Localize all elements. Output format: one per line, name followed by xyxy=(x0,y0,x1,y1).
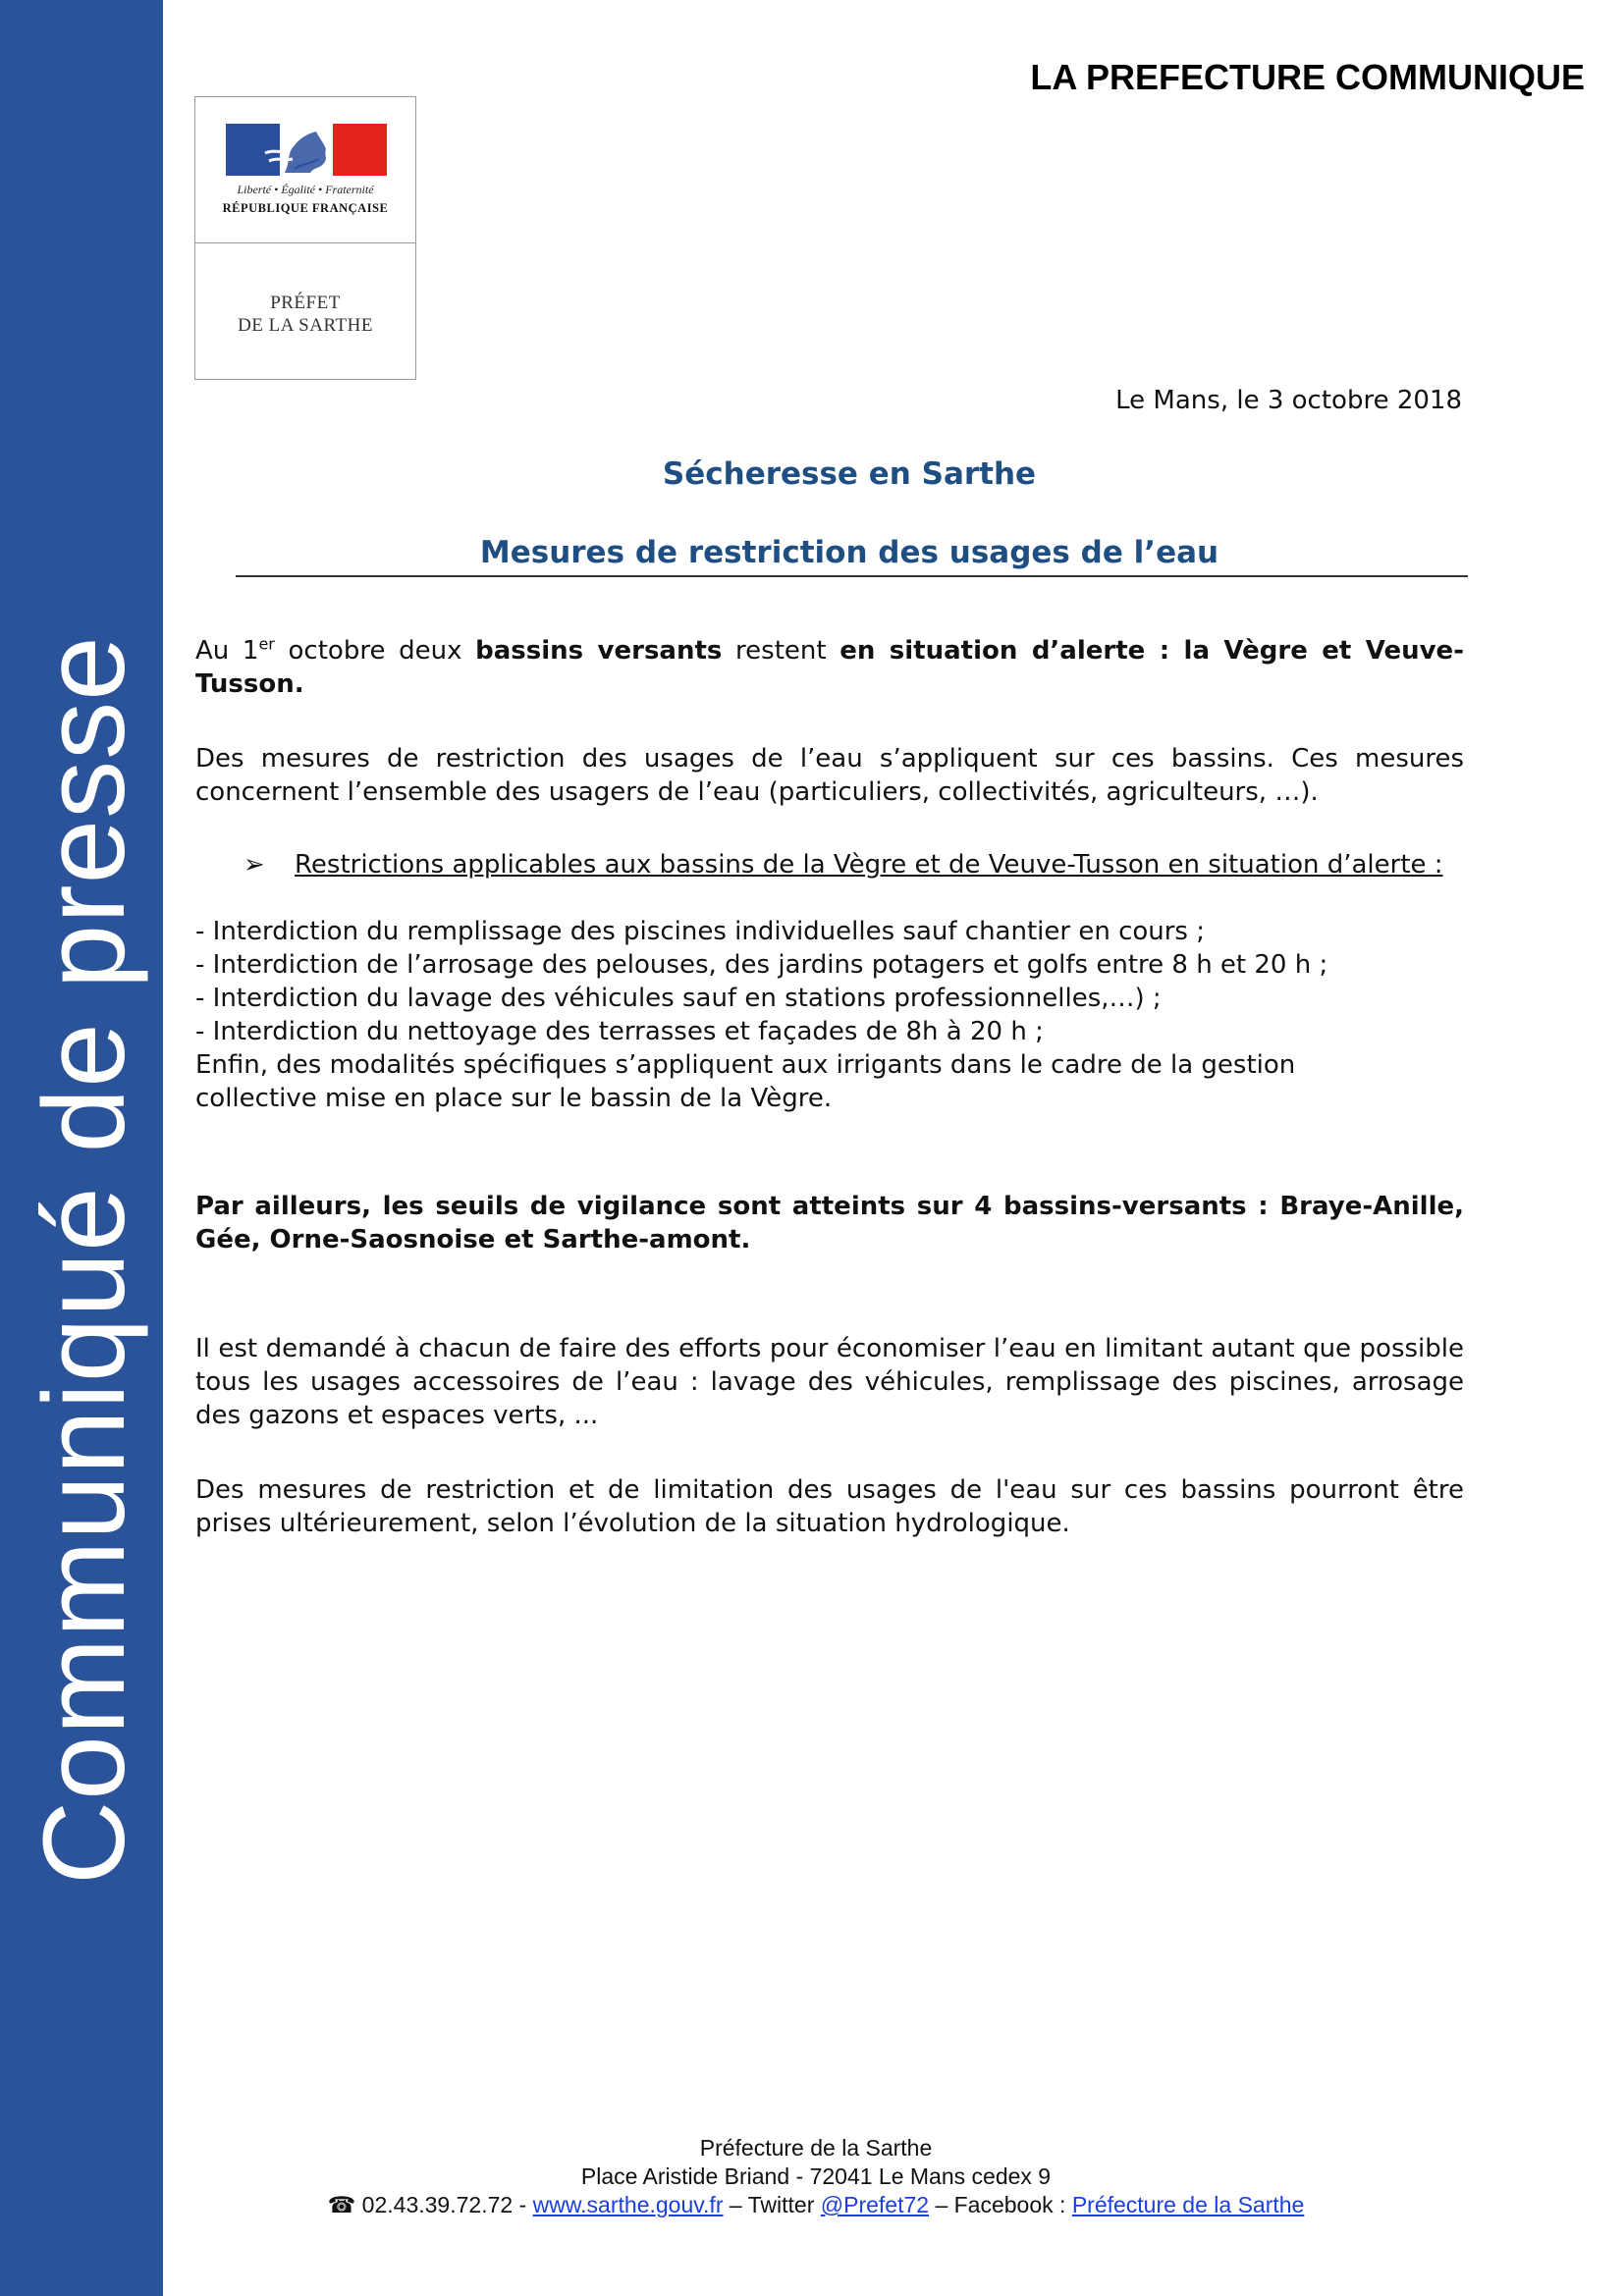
list-item: - Interdiction du nettoyage des terrasses et façades de 8h à 20 h ; xyxy=(195,1017,1044,1046)
para1-bold-1: bassins versants xyxy=(475,636,723,666)
footer-line-1: Préfecture de la Sarthe xyxy=(699,2135,933,2161)
logo-divider xyxy=(195,242,415,243)
paragraph-alert xyxy=(195,634,1464,701)
title-rule xyxy=(236,575,1468,577)
para1-text: Au 1 xyxy=(195,636,259,666)
arrow-bullet-icon: ➢ xyxy=(244,850,265,880)
marianne-logo xyxy=(195,97,415,242)
prefet-line-1: PRÉFET xyxy=(270,293,341,313)
para1-bold-2: en situation d’alerte : la Vègre et Veuve-Tusson. xyxy=(195,636,1464,699)
para1-text-3: restent xyxy=(722,636,840,666)
prefecture-logo xyxy=(194,96,416,380)
document-subtitle: Mesures de restriction des usages de l’eau xyxy=(479,535,1219,570)
footer xyxy=(163,2134,1469,2219)
para1-sup: er xyxy=(258,634,275,654)
footer-sep-2: – Facebook : xyxy=(929,2192,1072,2217)
website-link[interactable]: www.sarthe.gouv.fr xyxy=(532,2192,724,2217)
restrictions-list xyxy=(195,915,1464,1115)
restrictions-title: Restrictions applicables aux bassins de la Vègre et de Veuve-Tusson en situation d’alerte : xyxy=(295,850,1443,880)
footer-sep-1: – Twitter xyxy=(723,2192,821,2217)
paragraph-efforts: Il est demandé à chacun de faire des efforts pour économiser l’eau en limitant autant que possible tous les usages accessoires de l’eau : lavage des véhicules, remplissage des piscines, arrosage des gazons et espaces verts, ... xyxy=(195,1334,1464,1430)
footer-line-2: Place Aristide Briand - 72041 Le Mans cedex 9 xyxy=(580,2163,1052,2189)
list-item: - Interdiction du remplissage des piscines individuelles sauf chantier en cours ; xyxy=(195,917,1206,946)
prefet-line-2: DE LA SARTHE xyxy=(238,315,373,336)
restrictions-closing: Enfin, des modalités spécifiques s’appliquent aux irrigants dans le cadre de la gestion collective mise en place sur le bassin de la Vègre. xyxy=(195,1050,1296,1113)
list-item: - Interdiction de l’arrosage des pelouses, des jardins potagers et golfs entre 8 h et 20 h ; xyxy=(195,950,1328,980)
facebook-link[interactable]: Préfecture de la Sarthe xyxy=(1071,2192,1305,2217)
footer-line-3 xyxy=(163,2191,1469,2219)
para1-text-2: octobre deux xyxy=(274,636,476,666)
list-item: - Interdiction du lavage des véhicules sauf en stations professionnelles,…) ; xyxy=(195,984,1162,1013)
paragraph-vigilance: Par ailleurs, les seuils de vigilance sont atteints sur 4 bassins-versants : Braye-Anille, Gée, Orne-Saosnoise et Sarthe-amont. xyxy=(195,1192,1464,1255)
motto: Liberté • Égalité • Fraternité xyxy=(237,183,374,196)
header-title: LA PREFECTURE COMMUNIQUE xyxy=(1030,57,1585,97)
paragraph-measures: Des mesures de restriction des usages de l’eau s’appliquent sur ces bassins. Ces mesures concernent l’ensemble des usagers de l’eau (particuliers, collectivités, agriculteurs, …). xyxy=(195,744,1464,807)
document-title: Sécheresse en Sarthe xyxy=(662,456,1037,492)
paragraph-future: Des mesures de restriction et de limitation des usages de l'eau sur ces bassins pourront être prises ultérieurement, selon l’évolution de la situation hydrologique. xyxy=(195,1475,1464,1538)
twitter-link[interactable]: @Prefet72 xyxy=(820,2192,930,2217)
document-date: Le Mans, le 3 octobre 2018 xyxy=(1115,386,1462,415)
phone-icon: ☎ xyxy=(327,2192,356,2217)
republique-francaise: RÉPUBLIQUE FRANÇAISE xyxy=(222,201,389,215)
prefet-label xyxy=(195,292,415,337)
footer-phone: 02.43.39.72.72 - xyxy=(355,2192,533,2217)
sidebar-label: Communiqué de presse xyxy=(20,635,149,1885)
marianne-icon xyxy=(226,124,387,176)
